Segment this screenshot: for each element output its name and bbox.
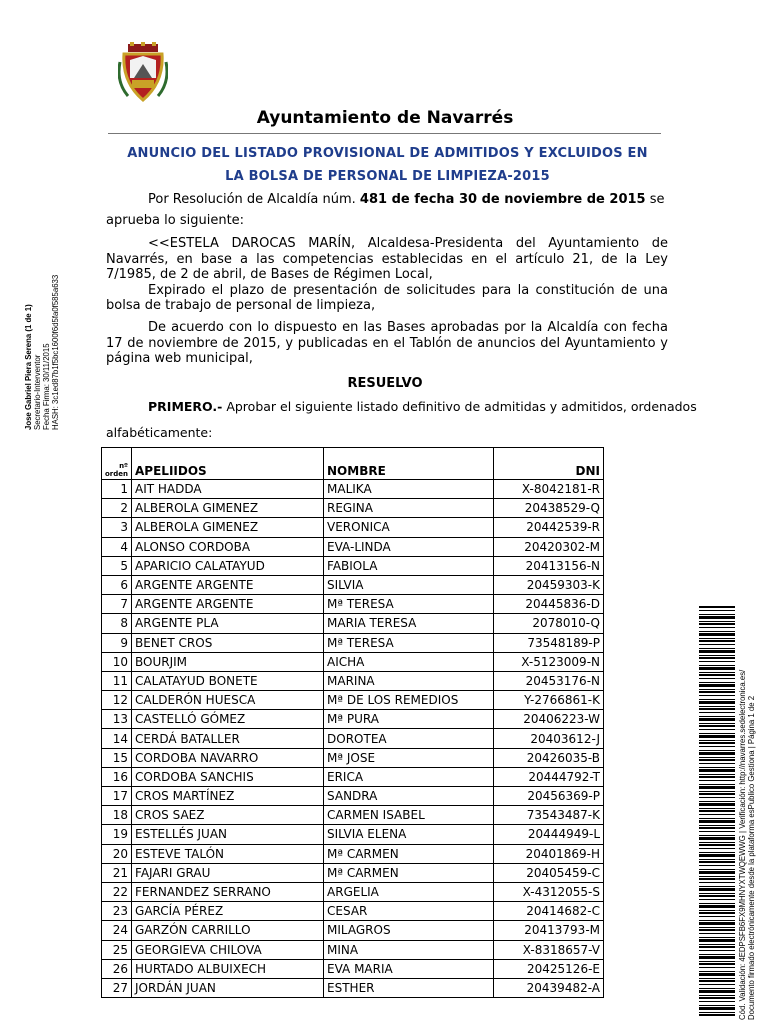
row-number: 13 (102, 710, 132, 729)
table-row (102, 787, 604, 806)
row-nombre: Mª JOSE (324, 748, 494, 767)
primero-paragraph (148, 399, 697, 414)
row-number: 15 (102, 748, 132, 767)
row-number: 8 (102, 614, 132, 633)
row-nombre: Mª TERESA (324, 595, 494, 614)
row-dni: 20438529-Q (494, 499, 604, 518)
table-row (102, 633, 604, 652)
row-apellidos: APARICIO CALATAYUD (132, 556, 324, 575)
row-apellidos: CORDOBA SANCHIS (132, 767, 324, 786)
header-divider (108, 133, 661, 134)
row-number: 16 (102, 767, 132, 786)
row-dni: 20414682-C (494, 902, 604, 921)
row-number: 26 (102, 959, 132, 978)
row-nombre: ESTHER (324, 978, 494, 997)
resolution-paragraph (106, 192, 668, 208)
row-dni: 20442539-R (494, 518, 604, 537)
table-row (102, 882, 604, 901)
row-number: 23 (102, 902, 132, 921)
resolution-number: 481 de fecha 30 de noviembre de 2015 (359, 192, 646, 207)
col-dni-header: DNI (494, 448, 604, 480)
row-number: 27 (102, 978, 132, 997)
row-apellidos: BOURJIM (132, 652, 324, 671)
table-row (102, 844, 604, 863)
row-dni: X-8042181-R (494, 480, 604, 499)
verification-text (738, 610, 756, 1020)
primero-text: Aprobar el siguiente listado definitivo de admitidas y admitidos, ordenados (222, 399, 697, 414)
row-apellidos: CERDÁ BATALLER (132, 729, 324, 748)
primero-paragraph-cont: alfabéticamente: (106, 425, 213, 440)
row-number: 17 (102, 787, 132, 806)
table-row (102, 806, 604, 825)
table-row (102, 652, 604, 671)
row-number: 18 (102, 806, 132, 825)
row-number: 10 (102, 652, 132, 671)
row-apellidos: FERNANDEZ SERRANO (132, 882, 324, 901)
barcode-icon (699, 606, 735, 1016)
row-apellidos: GEORGIEVA CHILOVA (132, 940, 324, 959)
row-apellidos: ALBEROLA GIMENEZ (132, 499, 324, 518)
table-row (102, 825, 604, 844)
row-number: 19 (102, 825, 132, 844)
row-number: 1 (102, 480, 132, 499)
row-dni: 20456369-P (494, 787, 604, 806)
row-apellidos: GARZÓN CARRILLO (132, 921, 324, 940)
admitted-table (101, 447, 604, 998)
table-row (102, 940, 604, 959)
table-row (102, 537, 604, 556)
row-nombre: MINA (324, 940, 494, 959)
col-order-bottom: orden (105, 470, 129, 478)
col-nombre-header: NOMBRE (324, 448, 494, 480)
row-nombre: FABIOLA (324, 556, 494, 575)
row-apellidos: CROS MARTÍNEZ (132, 787, 324, 806)
row-dni: 20405459-C (494, 863, 604, 882)
row-number: 11 (102, 671, 132, 690)
row-dni: 73548189-P (494, 633, 604, 652)
row-apellidos: CALATAYUD BONETE (132, 671, 324, 690)
table-row (102, 902, 604, 921)
row-dni: 20459303-K (494, 575, 604, 594)
row-apellidos: ALONSO CORDOBA (132, 537, 324, 556)
table-row (102, 978, 604, 997)
row-nombre: VERONICA (324, 518, 494, 537)
table-row (102, 499, 604, 518)
table-row (102, 863, 604, 882)
row-nombre: EVA MARIA (324, 959, 494, 978)
row-dni: 20403612-J (494, 729, 604, 748)
table-row (102, 556, 604, 575)
table-row (102, 748, 604, 767)
table-row (102, 729, 604, 748)
row-nombre: Mª TERESA (324, 633, 494, 652)
table-row (102, 595, 604, 614)
row-apellidos: CALDERÓN HUESCA (132, 691, 324, 710)
signature-stamp (24, 230, 64, 430)
resolution-paragraph-cont: aprueba lo siguiente: (106, 213, 245, 228)
bases-paragraph (106, 320, 668, 367)
row-nombre: SANDRA (324, 787, 494, 806)
row-apellidos: CORDOBA NAVARRO (132, 748, 324, 767)
table-row (102, 959, 604, 978)
bases-text: De acuerdo con lo dispuesto en las Bases aprobadas por la Alcaldía con fecha 17 de noviembre de 2015, y publicadas en el Tablón de anuncios del Ayuntamiento y página web municipal, (106, 320, 668, 366)
table-row (102, 691, 604, 710)
row-dni: 20426035-B (494, 748, 604, 767)
town-title: Ayuntamiento de Navarrés (256, 108, 514, 128)
row-dni: 2078010-Q (494, 614, 604, 633)
signature-date: Fecha Firma: 30/11/2015 (42, 343, 51, 430)
row-apellidos: GARCÍA PÉREZ (132, 902, 324, 921)
row-nombre: EVA-LINDA (324, 537, 494, 556)
row-dni: 20444792-T (494, 767, 604, 786)
announcement-title-line2: LA BOLSA DE PERSONAL DE LIMPIEZA-2015 (225, 169, 550, 184)
row-number: 6 (102, 575, 132, 594)
row-nombre: AICHA (324, 652, 494, 671)
signer-name: Jose Gabriel Piera Serena (1 de 1) (24, 304, 33, 430)
table-row (102, 710, 604, 729)
table-row (102, 921, 604, 940)
row-number: 20 (102, 844, 132, 863)
row-apellidos: ARGENTE ARGENTE (132, 575, 324, 594)
row-number: 21 (102, 863, 132, 882)
row-dni: 20413156-N (494, 556, 604, 575)
row-number: 3 (102, 518, 132, 537)
row-nombre: MILAGROS (324, 921, 494, 940)
row-dni: Y-2766861-K (494, 691, 604, 710)
deadline-text: Expirado el plazo de presentación de solicitudes para la constitución de una bolsa de trabajo de personal de limpieza, (106, 282, 668, 313)
mayor-text: <<ESTELA DAROCAS MARÍN, Alcaldesa-Presidenta del Ayuntamiento de Navarrés, en base a las competencias establecidas en el artículo 21, de la Ley 7/1985, de 2 de abril, de Bases de Régimen Local, (106, 236, 668, 282)
row-dni: X-4312055-S (494, 882, 604, 901)
row-nombre: MARIA TERESA (324, 614, 494, 633)
signed-platform: Documento firmado electrónicamente desde la plataforma esPublico Gestiona | Página 1 de 2 (747, 695, 756, 1020)
row-nombre: SILVIA (324, 575, 494, 594)
row-nombre: Mª PURA (324, 710, 494, 729)
col-order-top: nº (119, 462, 129, 470)
row-apellidos: ALBEROLA GIMENEZ (132, 518, 324, 537)
row-apellidos: JORDÁN JUAN (132, 978, 324, 997)
signer-role: Secretario-Interventor (33, 354, 42, 430)
row-number: 5 (102, 556, 132, 575)
row-nombre: ERICA (324, 767, 494, 786)
row-apellidos: ARGENTE PLA (132, 614, 324, 633)
row-nombre: Mª DE LOS REMEDIOS (324, 691, 494, 710)
col-apellidos-header: APELIIDOS (132, 448, 324, 480)
mayor-paragraph (106, 236, 668, 314)
row-dni: 20413793-M (494, 921, 604, 940)
col-order-header (102, 448, 132, 480)
row-dni: 73543487-K (494, 806, 604, 825)
row-nombre: SILVIA ELENA (324, 825, 494, 844)
row-dni: 20453176-N (494, 671, 604, 690)
table-header-row (102, 448, 604, 480)
row-apellidos: HURTADO ALBUIXECH (132, 959, 324, 978)
row-nombre: MARINA (324, 671, 494, 690)
row-dni: 20425126-E (494, 959, 604, 978)
row-dni: 20420302-M (494, 537, 604, 556)
row-number: 9 (102, 633, 132, 652)
table-row (102, 767, 604, 786)
row-apellidos: FAJARI GRAU (132, 863, 324, 882)
row-apellidos: ARGENTE ARGENTE (132, 595, 324, 614)
row-number: 14 (102, 729, 132, 748)
row-nombre: Mª CARMEN (324, 844, 494, 863)
row-dni: 20439482-A (494, 978, 604, 997)
primero-label: PRIMERO.- (148, 399, 223, 414)
row-dni: 20445836-D (494, 595, 604, 614)
row-dni: X-8318657-V (494, 940, 604, 959)
table-row (102, 575, 604, 594)
row-apellidos: ESTEVE TALÓN (132, 844, 324, 863)
resolution-text-end: se (645, 192, 665, 207)
signature-hash: HASH: 3c1ed87b1f5bc1600f6d5fa0f585a633 (51, 274, 60, 430)
validation-code: Cód. Validación: 4EDPSFB6FX9MHNYXTWQEWWG | Verificación: http://navarres.sedelectronica.es/ (738, 669, 747, 1020)
row-number: 22 (102, 882, 132, 901)
row-dni: 20444949-L (494, 825, 604, 844)
row-number: 12 (102, 691, 132, 710)
row-apellidos: AIT HADDA (132, 480, 324, 499)
resuelvo-heading: RESUELVO (347, 376, 423, 391)
table-row (102, 518, 604, 537)
row-apellidos: CASTELLÓ GÓMEZ (132, 710, 324, 729)
resolution-text: Por Resolución de Alcaldía núm. (148, 192, 360, 207)
row-number: 4 (102, 537, 132, 556)
row-number: 24 (102, 921, 132, 940)
coat-of-arms-icon (118, 42, 168, 104)
row-apellidos: BENET CROS (132, 633, 324, 652)
row-nombre: Mª CARMEN (324, 863, 494, 882)
row-apellidos: ESTELLÉS JUAN (132, 825, 324, 844)
row-number: 7 (102, 595, 132, 614)
row-nombre: REGINA (324, 499, 494, 518)
table-row (102, 480, 604, 499)
row-nombre: CARMEN ISABEL (324, 806, 494, 825)
row-number: 25 (102, 940, 132, 959)
row-apellidos: CROS SAEZ (132, 806, 324, 825)
announcement-title-line1: ANUNCIO DEL LISTADO PROVISIONAL DE ADMITIDOS Y EXCLUIDOS EN (127, 146, 648, 161)
row-dni: X-5123009-N (494, 652, 604, 671)
row-dni: 20401869-H (494, 844, 604, 863)
row-nombre: ARGELIA (324, 882, 494, 901)
row-nombre: MALIKA (324, 480, 494, 499)
row-number: 2 (102, 499, 132, 518)
row-nombre: DOROTEA (324, 729, 494, 748)
row-dni: 20406223-W (494, 710, 604, 729)
row-nombre: CESAR (324, 902, 494, 921)
table-row (102, 614, 604, 633)
table-row (102, 671, 604, 690)
